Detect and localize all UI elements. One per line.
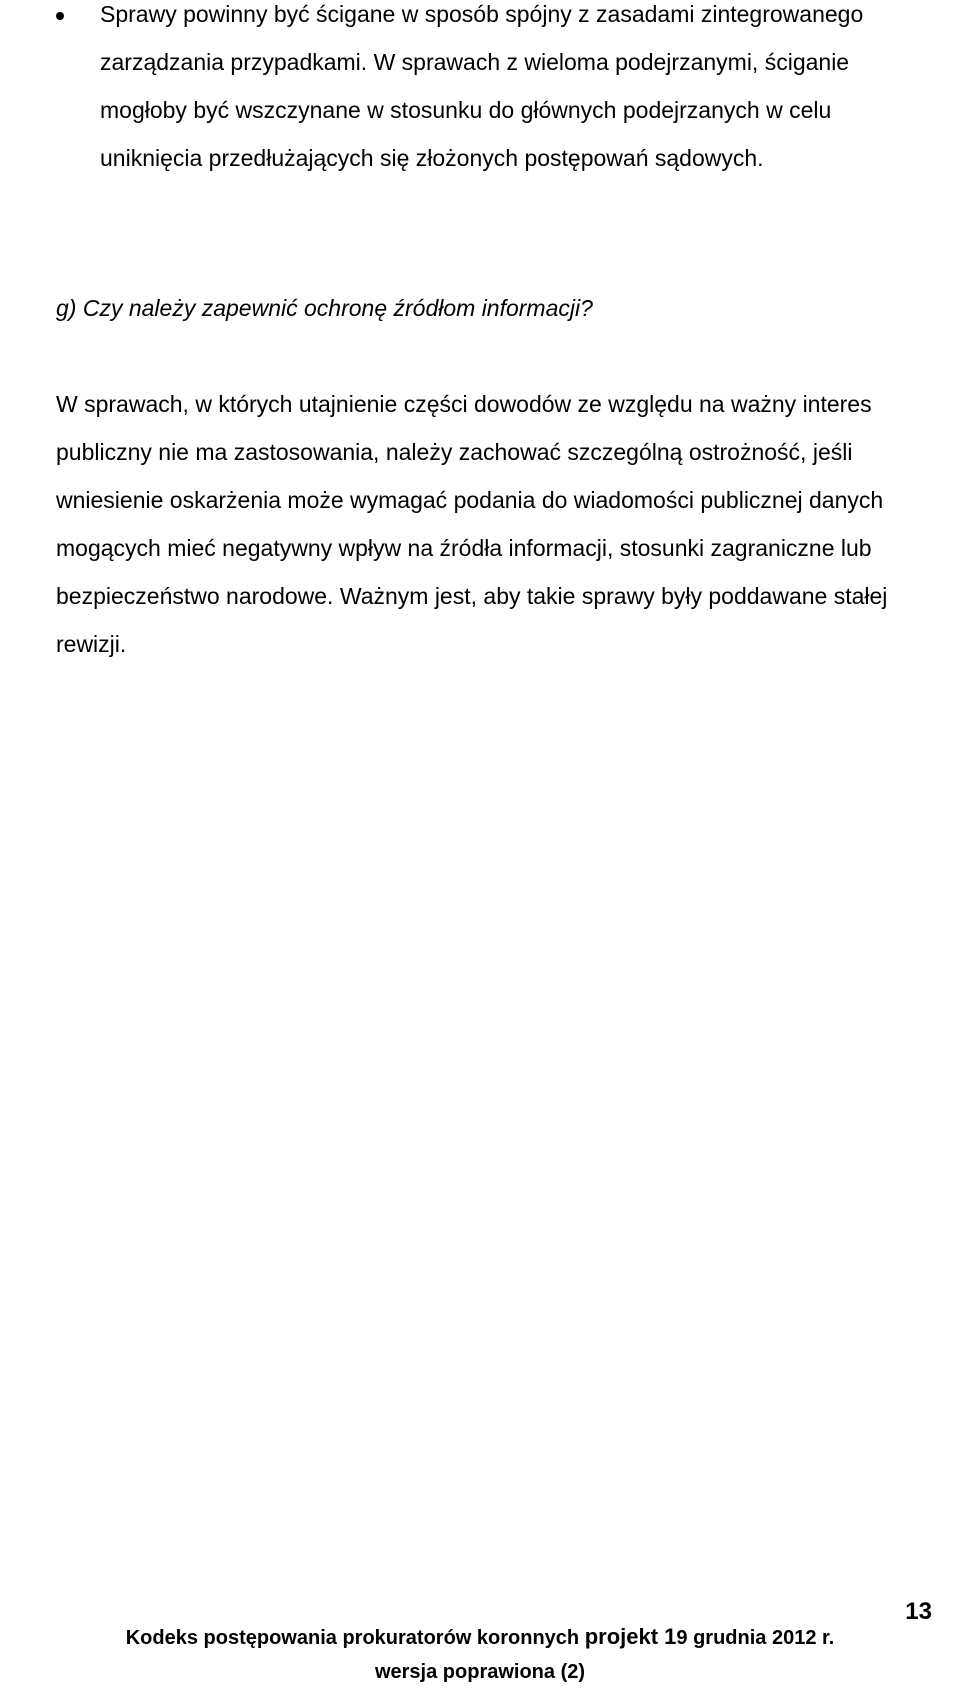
footer-line-1 <box>0 1620 960 1655</box>
page-footer <box>0 1620 960 1689</box>
bullet-icon <box>56 12 64 20</box>
footer-version: wersja poprawiona (2) <box>374 1661 586 1683</box>
section-paragraph: W sprawach, w których utajnienie części dowodów ze względu na ważny interes publiczny nie ma zastosowania, należy zachować szczególną ostrożność, jeśli wniesienie oskarżenia może wymagać podania do wiadomości publicznej danych mogących mieć negatywny wpływ na źródła informacji, stosunki zagraniczne lub bezpieczeństwo narodowe. Ważnym jest, aby takie sprawy były poddawane stałej rewizji. <box>56 391 888 657</box>
section-heading: g) Czy należy zapewnić ochronę źródłom informacji? <box>56 295 593 321</box>
bullet-text: Sprawy powinny być ścigane w sposób spójny z zasadami zintegrowanego zarządzania przypadkami. W sprawach z wieloma podejrzanymi, ściganie mogłoby być wszczynane w stosunku do głównych podejrzanych w celu uniknięcia przedłużających się złożonych postępowań sądowych. <box>100 1 864 171</box>
footer-title: Kodeks postępowania prokuratorów koronnych <box>125 1627 580 1649</box>
bullet-list-item <box>56 0 936 182</box>
page-number: 13 <box>905 1598 932 1625</box>
footer-date: 9 grudnia 2012 r. <box>676 1627 835 1649</box>
footer-project: projekt 1 <box>584 1624 677 1649</box>
